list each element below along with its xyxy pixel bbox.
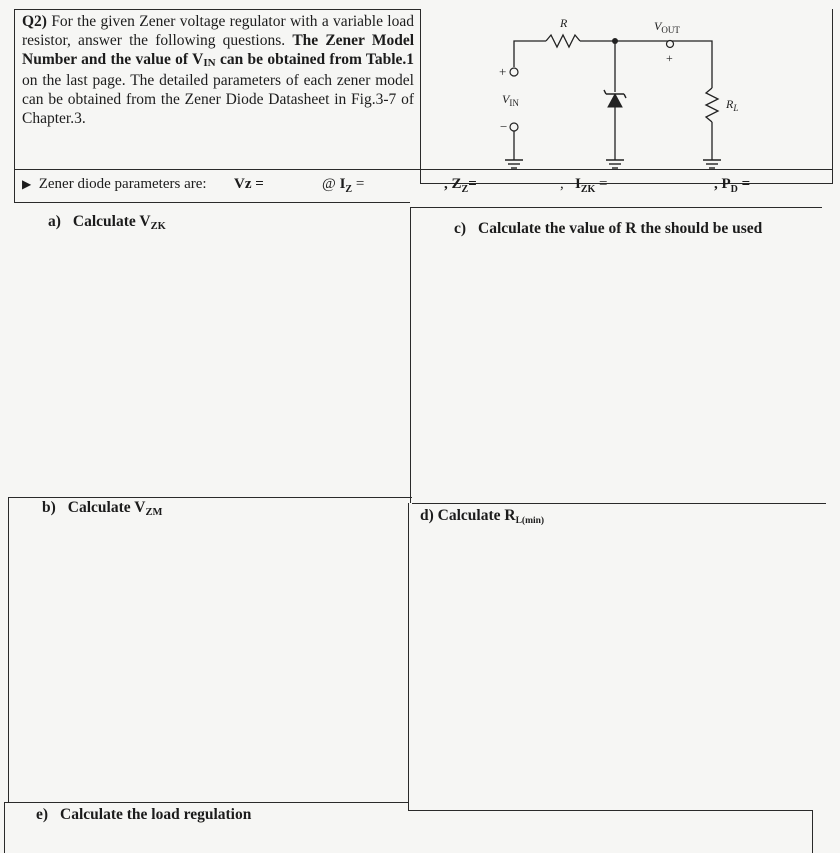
zener-parameters-row — [22, 172, 832, 198]
vin-minus-terminal — [510, 123, 518, 131]
vin-minus-label: − — [500, 119, 508, 134]
question-bold-1: The Zener Model Number and the value of V — [22, 32, 415, 68]
param-pd: , $P_D$ = — [714, 176, 751, 195]
params-prefix: ▶ Zener diode parameters are: — [22, 176, 207, 192]
param-izk: , $I_{ZK}$ = — [560, 176, 608, 195]
resistor-rl — [706, 88, 718, 122]
question-bold-sub: IN — [203, 57, 216, 69]
part-e-heading: e) Calculate the load regulation — [36, 806, 252, 823]
resistor-r-label: R — [560, 16, 568, 30]
grid-line — [14, 9, 420, 10]
question-intro: For the given Zener voltage regulator with a variable load resistor, answer the following questions. — [22, 13, 414, 49]
grid-line — [812, 810, 813, 853]
grid-line — [408, 810, 812, 811]
zener-diode-icon — [608, 94, 622, 107]
param-zz: , $Z_Z=$ — [444, 176, 477, 195]
vin-plus-terminal — [510, 68, 518, 76]
wire-vin-top — [514, 41, 546, 67]
question-bold-2: can be obtained from Table.1 — [219, 51, 415, 68]
grid-line — [410, 207, 411, 503]
grid-line — [14, 9, 15, 202]
grid-line — [14, 202, 410, 203]
part-b-heading: b) Calculate $V_{ZM}$ — [42, 499, 163, 518]
vout-label: $V_{OUT}$ — [654, 19, 680, 35]
wire-node-rl — [615, 41, 712, 88]
zener-regulator-circuit — [420, 10, 840, 180]
vout-plus-label: + — [666, 51, 673, 65]
grid-line — [4, 802, 5, 853]
vout-terminal — [667, 41, 674, 48]
vin-plus-label: + — [499, 64, 507, 79]
ground-icon — [703, 160, 721, 168]
grid-line — [408, 503, 409, 810]
param-iz: @ $I_Z$ = — [322, 176, 365, 195]
ground-icon — [606, 160, 624, 168]
grid-line — [8, 497, 9, 802]
ground-icon — [505, 160, 523, 168]
question-text — [22, 12, 414, 128]
rl-label: $R_L$ — [726, 97, 739, 113]
grid-line — [410, 207, 822, 208]
grid-line — [4, 802, 408, 803]
node-dot — [612, 38, 618, 44]
grid-line — [8, 497, 412, 498]
grid-line — [412, 503, 826, 504]
param-vz: Vz = — [234, 176, 264, 192]
part-c-heading: c) Calculate the value of R the should be used — [454, 220, 763, 237]
part-d-heading: d) Calculate $R_{L(min)}$ — [420, 507, 545, 526]
question-number: Q2) — [22, 13, 47, 30]
question-outro: on the last page. The detailed parameters of each zener model can be obtained from the Zener Diode Datasheet in Fig.3-7 of Chapter.3. — [22, 72, 414, 127]
resistor-r — [546, 35, 580, 47]
vin-label: $V_{IN}$ — [502, 92, 519, 108]
part-a-heading: a) Calculate $V_{ZK}$ — [48, 213, 166, 232]
